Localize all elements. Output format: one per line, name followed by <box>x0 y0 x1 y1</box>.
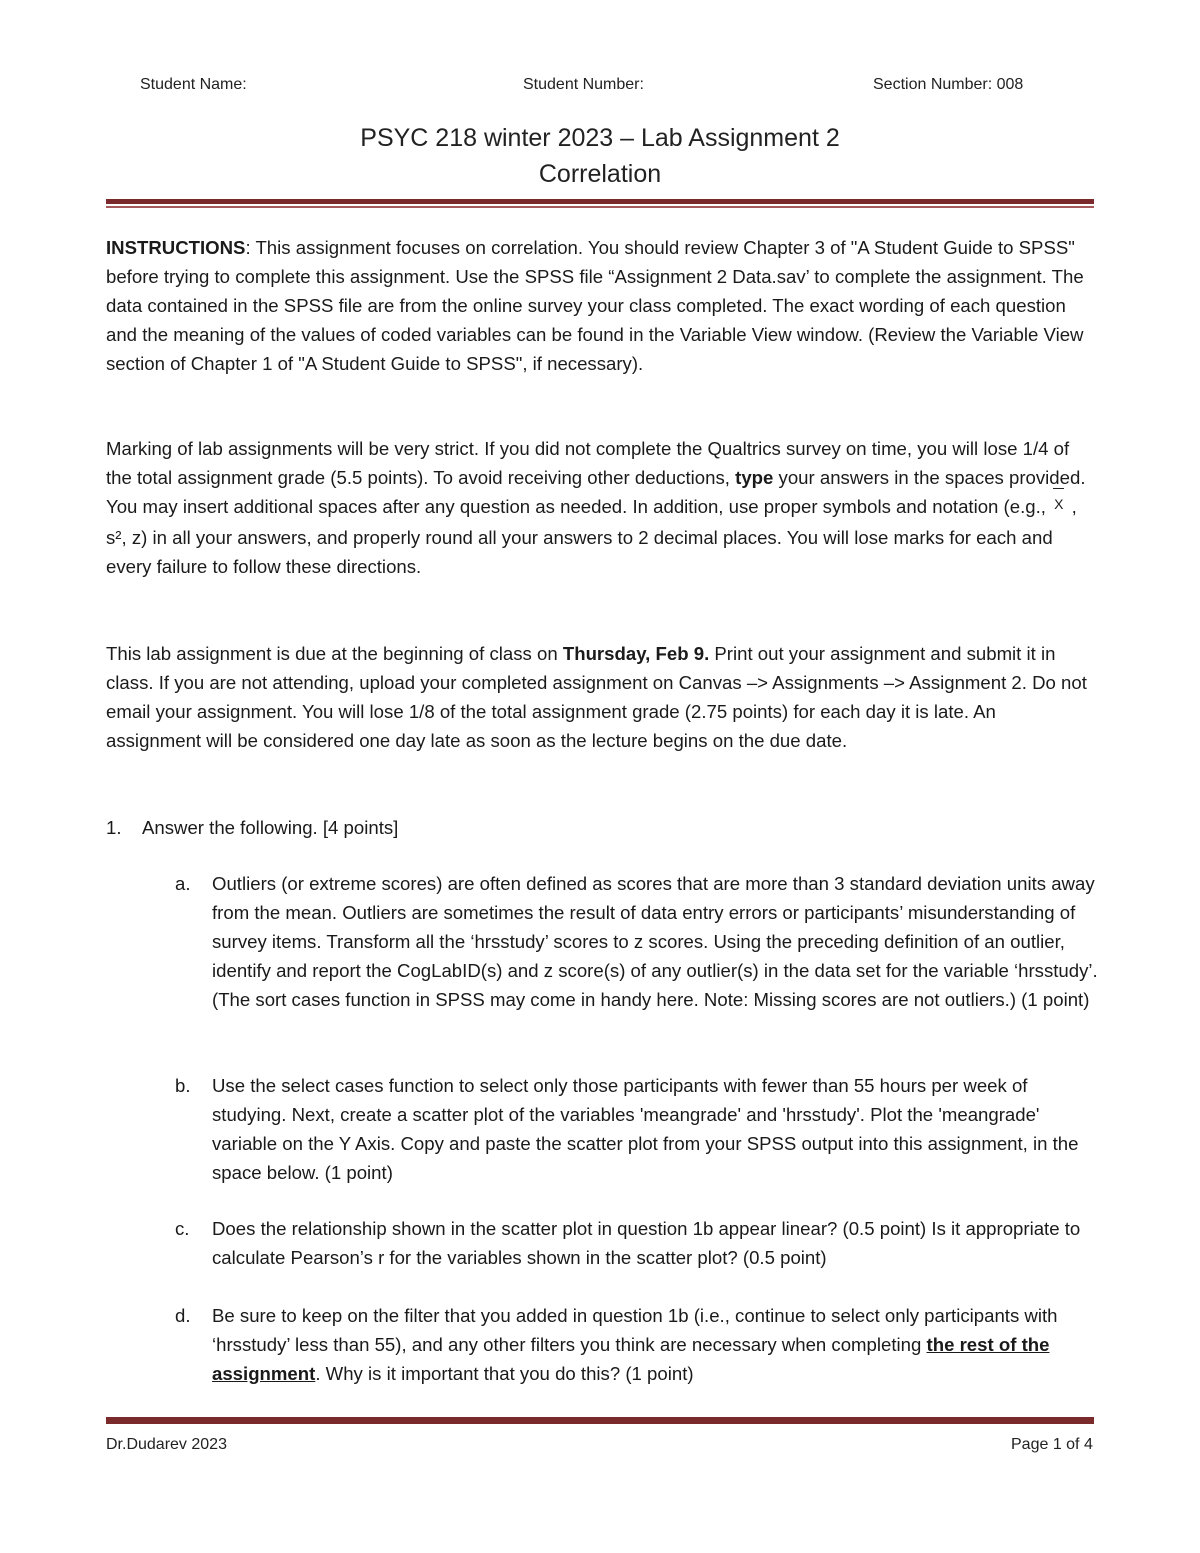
instructions-paragraph <box>106 233 1096 378</box>
footer-page-number: Page 1 of 4 <box>1011 1436 1093 1453</box>
section-number-label: Section Number: 008 <box>873 76 1024 93</box>
marking-text-1: Marking of lab assignments will be very strict. If you did not complete the Qualtrics survey on time, you will lose 1/4 of the total assignment grade (5.5 points). To avoid receiving other deductions, <box>106 438 1070 488</box>
question-1d-emphasis: the rest of the assignment <box>212 1334 1050 1384</box>
footer-author: Dr.Dudarev 2023 <box>106 1436 227 1453</box>
due-paragraph <box>106 639 1096 755</box>
question-1-number: 1. <box>106 817 122 838</box>
due-date: Thursday, Feb 9. <box>562 643 710 664</box>
marking-text-2: your answers in the spaces provided. You may insert additional spaces after any question as needed. In addition, use proper symbols and notation (e.g., <box>106 467 1086 517</box>
page-subtitle: Correlation <box>538 160 662 188</box>
footer-divider <box>106 1417 1094 1424</box>
question-1d-text-1: Be sure to keep on the filter that you added in question 1b (i.e., continue to select only participants with ‘hrsstudy’ less than 55), and any other filters you think are necessary when completing <box>212 1305 1058 1355</box>
question-1c-text: Does the relationship shown in the scatter plot in question 1b appear linear? (0.5 point) Is it appropriate to calculate Pearson’s r for the variables shown in the scatter plot? (0.5 point) <box>212 1218 1081 1268</box>
title-divider <box>106 199 1094 204</box>
question-1c-letter: c. <box>175 1218 190 1239</box>
question-1a-text: Outliers (or extreme scores) are often defined as scores that are more than 3 standard deviation units away from the mean. Outliers are sometimes the result of data entry errors or participants’ misunderstanding of survey items. Transform all the ‘hrsstudy’ scores to z scores. Using the preceding definition of an outlier, identify and report the CogLabID(s) and z score(s) of any outlier(s) in the data set for the variable ‘hrsstudy’. (The sort cases function in SPSS may come in handy here. Note: Missing scores are not outliers.) (1 point) <box>212 873 1098 1010</box>
question-1a-letter: a. <box>175 873 191 894</box>
question-1d <box>175 1301 1100 1388</box>
instructions-text: : This assignment focuses on correlation. You should review Chapter 3 of "A Student Guide to SPSS" before trying to complete this assignment. Use the SPSS file “Assignment 2 Data.sav’ to complete the assignment. The data contained in the SPSS file are from the online survey your class completed. The exact wording of each question and the meaning of the values of coded variables can be found in the Variable View window. (Review the Variable View section of Chapter 1 of "A Student Guide to SPSS", if necessary). <box>106 237 1084 374</box>
due-text-2: Print out your assignment and submit it in class. If you are not attending, upload your completed assignment on Canvas –> Assignments –> Assignment 2. Do not email your assignment. You will lose 1/8 of the total assignment grade (2.75 points) for each day it is late. An assignment will be considered one day late as soon as the lecture begins on the due date. <box>106 643 1087 751</box>
question-1b-letter: b. <box>175 1075 191 1096</box>
question-1b <box>175 1071 1100 1187</box>
marking-text-3: , s², z) in all your answers, and properly round all your answers to 2 decimal places. You will lose marks for each and every failure to follow these directions. <box>106 496 1077 577</box>
marking-paragraph <box>106 434 1096 581</box>
student-number-label: Student Number: <box>523 76 644 93</box>
type-emphasis: type <box>735 467 774 488</box>
question-1a <box>175 869 1100 1014</box>
question-1b-text: Use the select cases function to select only those participants with fewer than 55 hours per week of studying. Next, create a scatter plot of the variables 'meangrade' and 'hrsstudy'. Plot the 'meangrade' variable on the Y Axis. Copy and paste the scatter plot from your SPSS output into this assignment, in the space below. (1 point) <box>212 1075 1079 1183</box>
question-1-text: Answer the following. [4 points] <box>142 817 399 838</box>
title-divider-thin <box>106 206 1094 208</box>
student-name-label: Student Name: <box>140 76 247 93</box>
xbar-symbol: X <box>1051 490 1066 519</box>
instructions-label: INSTRUCTIONS <box>106 237 246 258</box>
due-text-1: This lab assignment is due at the beginning of class on <box>106 643 563 664</box>
question-1d-text-2: . Why is it important that you do this? (1 point) <box>315 1363 694 1384</box>
question-1c <box>175 1214 1100 1272</box>
page-title: PSYC 218 winter 2023 – Lab Assignment 2 <box>360 124 840 152</box>
question-1d-letter: d. <box>175 1305 191 1326</box>
question-1d-text <box>212 1301 1100 1388</box>
